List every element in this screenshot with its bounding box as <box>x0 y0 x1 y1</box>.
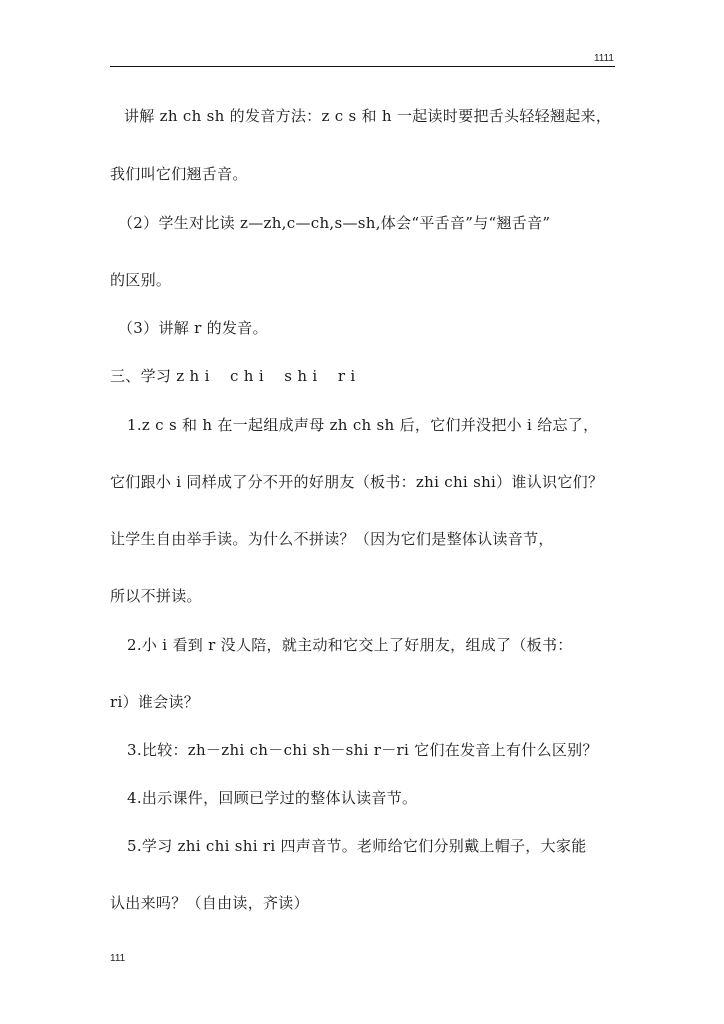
paragraph-line-14: 4.出示课件，回顾已学过的整体认读音节。 <box>127 789 418 807</box>
paragraph-line-16: 认出来吗？（自由读，齐读） <box>110 894 309 912</box>
paragraph-line-13: 3.比较：zh－zhi ch－chi sh－shi r－ri 它们在发音上有什么区别？ <box>127 741 598 759</box>
paragraph-line-7: 1.z c s 和 h 在一起组成声母 zh ch sh 后，它们并没把小 i 给忘了， <box>127 416 599 434</box>
paragraph-line-11: 2.小 i 看到 r 没人陪，就主动和它交上了好朋友，组成了（板书： <box>127 636 573 654</box>
paragraph-line-5: （3）讲解 r 的发音。 <box>118 319 268 337</box>
header-rule <box>110 66 615 67</box>
paragraph-line-8: 它们跟小 i 同样成了分不开的好朋友（板书：zhi chi shi）谁认识它们？ <box>110 473 604 491</box>
paragraph-line-2: 我们叫它们翘舌音。 <box>110 165 248 183</box>
paragraph-line-10: 所以不拼读。 <box>110 587 202 605</box>
footer-page-number: 111 <box>110 953 126 964</box>
paragraph-line-15: 5.学习 zhi chi shi ri 四声音节。老师给它们分别戴上帽子，大家能 <box>127 837 587 855</box>
paragraph-line-9: 让学生自由举手读。为什么不拼读？（因为它们是整体认读音节， <box>110 530 554 548</box>
section-heading: 三、学习 z h i c h i s h i r i <box>110 367 356 385</box>
paragraph-line-12: ri）谁会读？ <box>110 693 200 711</box>
paragraph-line-3: （2）学生对比读 z—zh,c—ch,s—sh,体会“平舌音”与“翘舌音” <box>118 214 551 232</box>
paragraph-line-4: 的区别。 <box>110 271 172 289</box>
header-page-number: 1111 <box>593 53 614 64</box>
paragraph-line-1: 讲解 zh ch sh 的发音方法：z c s 和 h 一起读时要把舌头轻轻翘起来， <box>124 107 612 125</box>
